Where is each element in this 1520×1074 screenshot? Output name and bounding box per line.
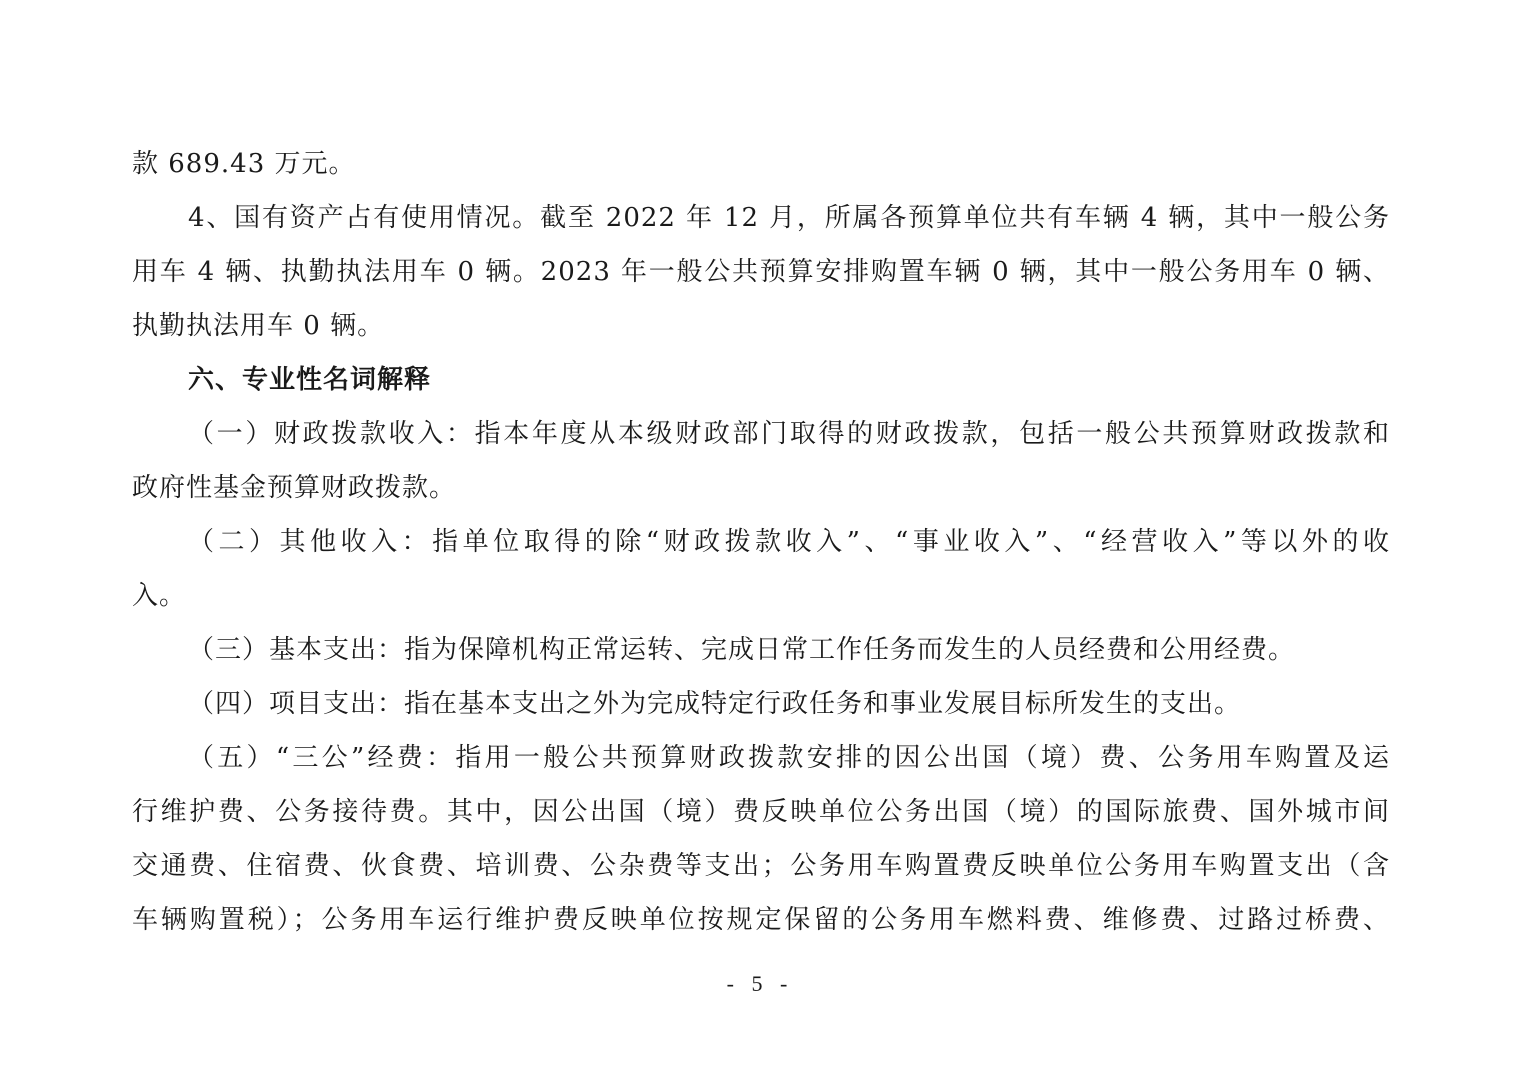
paragraph-line: 交通费、住宿费、伙食费、培训费、公杂费等支出；公务用车购置费反映单位公务用车购置支出（含: [132, 851, 1390, 881]
paragraph-line: 车辆购置税）；公务用车运行维护费反映单位按规定保留的公务用车燃料费、维修费、过路过桥费、: [132, 905, 1390, 935]
paragraph-line: 政府性基金预算财政拨款。: [132, 473, 457, 503]
paragraph-line: 入。: [132, 581, 187, 611]
paragraph-line: 款 689.43 万元。: [132, 149, 356, 179]
paragraph-line: （三）基本支出：指为保障机构正常运转、完成日常工作任务而发生的人员经费和公用经费。: [188, 635, 1296, 665]
paragraph-line: 执勤执法用车 0 辆。: [132, 311, 385, 341]
document-body: [132, 137, 1390, 947]
section-heading: 六、专业性名词解释: [188, 365, 432, 395]
paragraph-line: （二）其他收入：指单位取得的除“财政拨款收入”、“事业收入”、“经营收入”等以外的收: [188, 527, 1390, 557]
paragraph-line: （一）财政拨款收入：指本年度从本级财政部门取得的财政拨款，包括一般公共预算财政拨款和: [188, 419, 1390, 449]
paragraph-line: 4、国有资产占有使用情况。截至 2022 年 12 月，所属各预算单位共有车辆 4 辆，其中一般公务: [188, 203, 1390, 233]
paragraph-line: （四）项目支出：指在基本支出之外为完成特定行政任务和事业发展目标所发生的支出。: [188, 689, 1242, 719]
paragraph-line: 用车 4 辆、执勤执法用车 0 辆。2023 年一般公共预算安排购置车辆 0 辆，其中一般公务用车 0 辆、: [132, 257, 1390, 287]
page-number: - 5 -: [726, 971, 794, 996]
paragraph-line: （五）“三公”经费：指用一般公共预算财政拨款安排的因公出国（境）费、公务用车购置及运: [188, 743, 1390, 773]
paragraph-line: 行维护费、公务接待费。其中，因公出国（境）费反映单位公务出国（境）的国际旅费、国外城市间: [132, 797, 1390, 827]
